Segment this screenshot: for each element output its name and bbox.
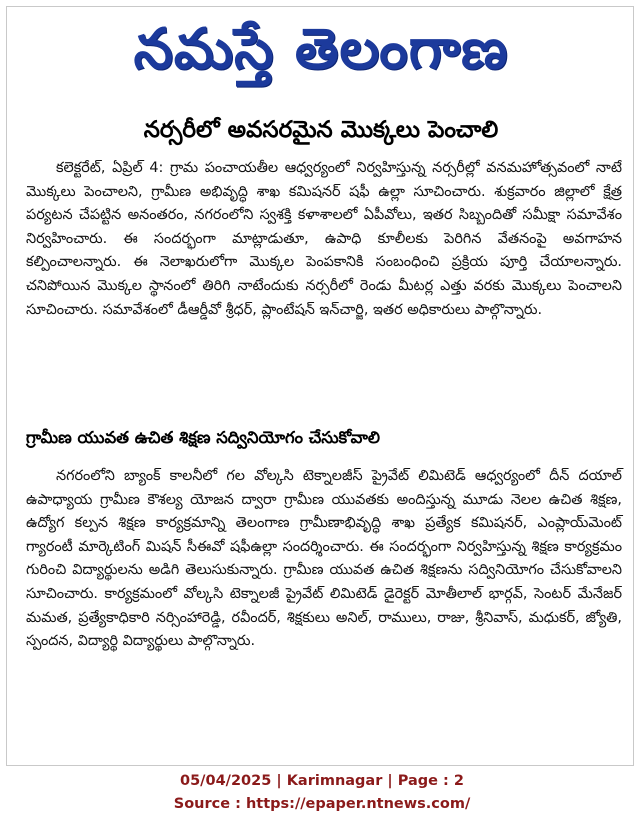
article-paragraph-1: కలెక్టరేట్, ఏప్రిల్ 4: గ్రామ పంచాయతీల ఆధ్వర్యంలో నిర్వహిస్తున్న నర్సరీల్లో వనమహోత్సవంలో నాటే మొక్కలు పెంచాలని, గ్రామీణ అభివృద్ధి శాఖ కమిషనర్ షఫీ ఉల్లా సూచించారు. శుక్రవారం జిల్లాలో క్షేత్ర పర్యటన చేపట్టిన అనంతరం, నగరంలోని స్వశక్తి కళాశాలలో ఏపీవోలు, ఇతర సిబ్బందితో సమీక్షా సమావేశం నిర్వహించారు. ఈ సందర్భంగా మాట్లాడుతూ, ఉపాధి కూలీలకు పెరిగిన వేతనంపై అవగాహన కల్పించాలన్నారు. ఈ నెలాఖరులోగా మొక్కల పెంపకానికి సంబంధించి ప్రక్రియ పూర్తి చేయాలన్నారు. చనిపోయిన మొక్కల స్థానంలో తిరిగి నాటేందుకు నర్సరీలో రెండు మీటర్ల ఎత్తు వరకు మొక్కలు పెంచాలని సూచించారు. సమావేశంలో డీఆర్డీవో శ్రీధర్, ప్లాంటేషన్ ఇన్‌చార్జి, ఇతర అధికారులు పాల్గొన్నారు.: [26, 160, 622, 318]
article-subheading: గ్రామీణ యువత ఉచిత శిక్షణ సద్వినియోగం చేసుకోవాలి: [26, 428, 381, 447]
newspaper-logo: నమస్తే తెలంగాణ: [133, 17, 509, 82]
newspaper-clipping: [6, 6, 634, 766]
edition-info: 05/04/2025 | Karimnagar | Page : 2: [180, 773, 464, 789]
article-paragraph-2: నగరంలోని బ్యాంక్ కాలనీలో గల వోల్కసి టెక్నాలజీస్ ప్రైవేట్ లిమిటెడ్ ఆధ్వర్యంలో దీన్ దయాల్ ఉపాధ్యాయ గ్రామీణ కౌశల్య యోజన ద్వారా గ్రామీణ యువతకు అందిస్తున్న మూడు నెలల ఉచిత శిక్షణ, ఉద్యోగ కల్పన శిక్షణ కార్యక్రమాన్ని తెలంగాణ గ్రామీణాభివృద్ధి శాఖ ప్రత్యేక కమిషనర్, ఎంప్లాయ్‌మెంట్ గ్యారంటీ మార్కెటింగ్ మిషన్ సీఈవో షఫీఉల్లా సందర్శించారు. ఈ సందర్భంగా నిర్వహిస్తున్న శిక్షణ కార్యక్రమం గురించి విద్యార్థులను అడిగి తెలుసుకున్నారు. గ్రామీణ యువత ఉచిత శిక్షణను సద్వినియోగం చేసుకోవాలని సూచించారు. కార్యక్రమంలో వోల్కసి టెక్నాలజీ ప్రైవేట్ లిమిటెడ్ డైరెక్టర్ మోతీలాల్ భార్గవ్, సెంటర్ మేనేజర్ మమత, ప్రత్యేకాధికారి నర్సింహారెడ్డి, రవీందర్, శిక్షకులు అనిల్, రాములు, రాజు, శ్రీనివాస్, మధుకర్, జ్యోతి, స్పందన, విద్యార్థి విద్యార్థులు పాల్గొన్నారు.: [26, 468, 622, 650]
article-headline: నర్సరీలో అవసరమైన మొక్కలు పెంచాలి: [143, 117, 499, 143]
source-link[interactable]: Source : https://epaper.ntnews.com/: [173, 796, 471, 812]
